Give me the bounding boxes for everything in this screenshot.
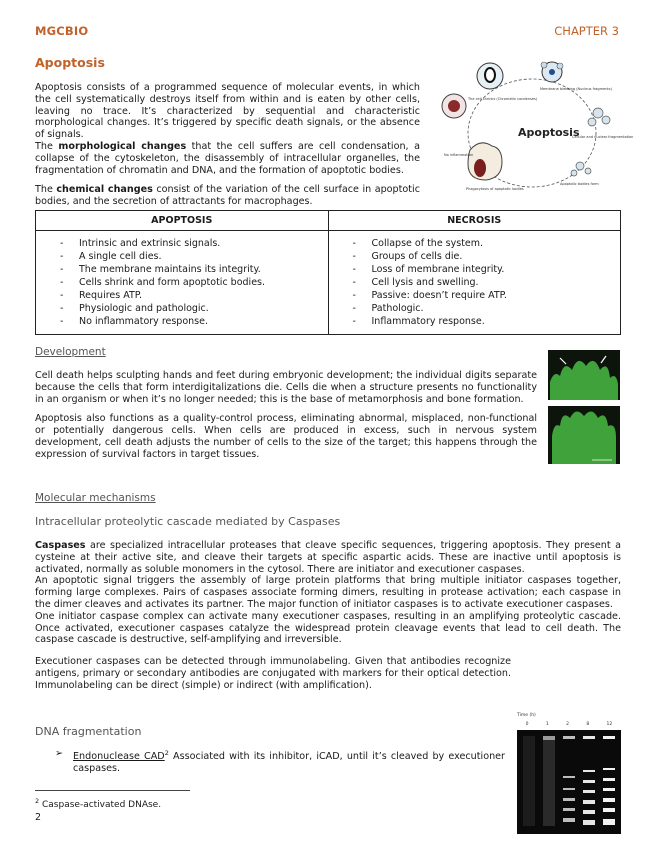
development-text — [35, 370, 537, 461]
gel-lane-label: 2 — [566, 722, 569, 727]
list-item: - Inflammatory response. — [353, 315, 611, 328]
diagram-caption-2: Membrane blebbing (Nucleus fragments) — [540, 87, 612, 91]
gel-lane-label: 12 — [606, 722, 613, 727]
page-number: 2 — [35, 812, 42, 823]
section-title: Apoptosis — [35, 55, 105, 70]
intro-paragraph-2: The morphological changes that the cell suffers are cell condensation, a collapse of the cytoskeleton, the disassembly of intracellular organelles, the fragmentation of chromatin and DNA, and the formation of apoptotic bodies. — [35, 140, 420, 176]
development-paragraph-2: Apoptosis also functions as a quality-control process, eliminating abnormal, misplaced, non-functional or potentially dangerous cells. When cells are produced in excess, such in nervous system development, cell death adjusts the number of cells to the size of the target; this happens through the expression of survival factors in target tissues. — [35, 413, 537, 460]
embryo-limb-image-top — [548, 350, 620, 400]
caspases-paragraph-4: Executioner caspases can be detected through immunolabeling. Given that antibodies recognize antigens, primary or secondary antibodies are conjugated with markers for their optical detection. Immunolabeling can be direct (simple) or indirect (with amplification). — [35, 656, 511, 691]
table-header-apoptosis: APOPTOSIS — [36, 211, 329, 231]
list-item: - Passive: doesn’t require ATP. — [353, 289, 611, 302]
dna-fragmentation-heading: DNA fragmentation — [35, 725, 142, 738]
diagram-caption-5: Phagocytosis of apoptotic bodies — [466, 187, 524, 191]
list-item: - No inflammatory response. — [60, 315, 318, 328]
gel-lane-label: 1 — [545, 722, 549, 727]
development-paragraph-1: Cell death helps sculpting hands and feet during embryonic development; the individual digits separate because the cells that form interdigitalizations die. Cells die when a structure presents no functionality in an organism or when it’s no longer needed; this is the base of metamorphosis and bone formation. — [35, 370, 537, 405]
diagram-caption-1: The cell shrinks (Chromatin condenses) — [468, 97, 538, 101]
shrinking-cell-illustration — [477, 63, 503, 89]
list-item: - The membrane maintains its integrity. — [60, 263, 318, 276]
gel-header: Time (h) — [517, 713, 536, 718]
caspases-paragraph-3: One initiator caspase complex can activate many executioner caspases, resulting in an amplifying proteolytic cascade. Once activated, executioner caspases catalyze the widespread protein cleavage events that lead to cell death. The caspase cascade is destructive, self-amplifying and irreversible. — [35, 610, 621, 646]
intro-text-3 — [35, 184, 420, 208]
caspases-subheading: Intracellular proteolytic cascade mediated by Caspases — [35, 515, 341, 528]
list-item: - Cell lysis and swelling. — [353, 276, 611, 289]
comparison-table-wrapper — [35, 210, 621, 335]
header-brand: MGCBIO — [35, 24, 89, 38]
caspases-text — [35, 540, 621, 692]
list-item: - Requires ATP. — [60, 289, 318, 302]
list-item: - Loss of membrane integrity. — [353, 263, 611, 276]
gel-lane-labels — [517, 722, 621, 727]
intro-paragraph-1: Apoptosis consists of a programmed sequence of molecular events, in which the cell systematically destroys itself from within and is eaten by other cells, leaving no trace. It’s characterized by sequential and characteristic morphological changes. It’s triggered by specific death signals, or the absence of signals. — [35, 82, 420, 141]
list-item: - Intrinsic and extrinsic signals. — [60, 237, 318, 250]
fragmentation-illustration — [588, 108, 610, 126]
diagram-caption-4: Apoptotic bodies form — [560, 182, 599, 186]
diagram-caption-6: No inflammation — [444, 153, 474, 157]
dna-bullet — [55, 748, 505, 775]
macrophage-illustration — [468, 143, 502, 180]
diagram-caption-3: Cellular and nuclear fragmentation — [572, 135, 634, 139]
footnote: $^2$ Caspase-activated DNAse. — [35, 797, 162, 810]
gel-lane-label: 0 — [525, 722, 529, 727]
apoptosis-cycle-diagram — [440, 58, 634, 208]
normal-cell-illustration — [442, 94, 466, 118]
intro-paragraph-3: The chemical changes consist of the variation of the cell surface in apoptotic bodies, and the secretion of attractants for macrophages. — [35, 184, 420, 207]
caspases-paragraph-1: Caspases are specialized intracellular proteases that cleave specific sequences, triggering apoptosis. They present a cysteine at their active site, and cleave their targets at specific aspartic acids. These are inactive until apoptosis is activated, normally as soluble monomers in the cytosol. There are initiator and executioner caspases. — [35, 540, 621, 575]
list-item: - A single cell dies. — [60, 250, 318, 263]
apoptotic-bodies-illustration — [571, 162, 591, 176]
apoptosis-necrosis-table — [35, 210, 621, 335]
intro-text — [35, 82, 420, 176]
list-item: - Physiologic and pathologic. — [60, 302, 318, 315]
apoptosis-column — [36, 231, 329, 335]
diagram-center-label: Apoptosis — [518, 126, 580, 139]
arrow-bullet-icon: ➢ — [55, 748, 64, 759]
gel-lane-label: 8 — [586, 722, 590, 727]
molecular-mechanisms-heading: Molecular mechanisms — [35, 492, 156, 504]
list-item: - Collapse of the system. — [353, 237, 611, 250]
dna-gel-image — [517, 730, 621, 834]
table-header-necrosis: NECROSIS — [328, 211, 621, 231]
caspases-paragraph-2: An apoptotic signal triggers the assembly of large protein platforms that bring multiple initiator caspases together, forming large complexes. Pairs of caspases associate forming dimers, resulting in protease activation; each caspase in the dimer cleaves and activates its partner. The major function of initiator caspases is to activate executioner caspases. — [35, 575, 621, 610]
embryo-limb-image-bottom — [548, 406, 620, 464]
list-item: - Groups of cells die. — [353, 250, 611, 263]
list-item: - Cells shrink and form apoptotic bodies. — [60, 276, 318, 289]
header-chapter: CHAPTER 3 — [554, 24, 619, 38]
blebbing-cell-illustration — [541, 62, 563, 82]
development-heading: Development — [35, 346, 106, 358]
endonuclease-cad-link: Endonuclease CAD — [73, 751, 165, 763]
list-item: - Pathologic. — [353, 302, 611, 315]
necrosis-column — [328, 231, 621, 335]
dna-bullet-text: Endonuclease CAD$^2$ Associated with its inhibitor, iCAD, until it’s cleaved by executioner caspases. — [73, 749, 505, 774]
footnote-separator — [35, 790, 190, 791]
